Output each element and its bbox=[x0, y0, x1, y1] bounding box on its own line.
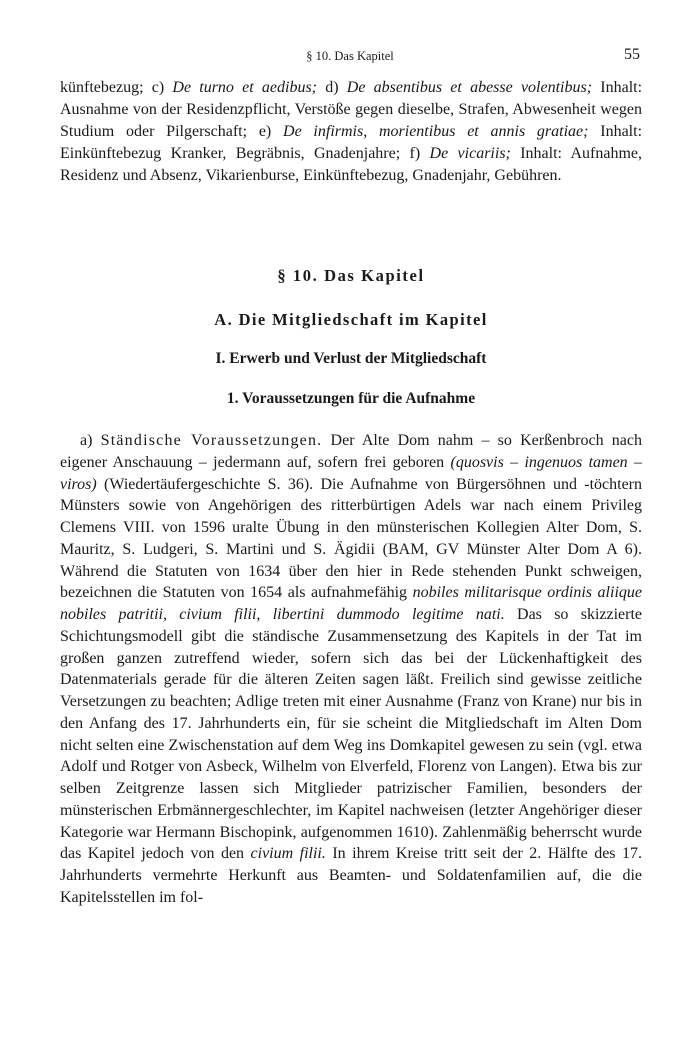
subsection-heading-1: 1. Voraussetzungen für die Aufnahme bbox=[226, 390, 476, 407]
section-heading: § 10. Das Kapitel bbox=[277, 266, 425, 285]
intro-seg-italic: De vicariis; bbox=[429, 144, 511, 162]
page-number: 55 bbox=[624, 46, 640, 63]
intro-seg-italic: De infirmis, morientibus et annis gratiae; bbox=[283, 122, 589, 140]
body-seg: (Wiedertäufergeschichte S. 36). Die Aufnahme von Bürgersöhnen und -töchtern Münsters sowie von Angehörigen des ritterbürtigen Adels war nach einem Privileg Clemens VIII. von 1596 uralte Übung in den münsterischen Kollegien Alter Dom, S. Mauritz, S. Ludgeri, S. Martini und S. Ägidii (BAM, GV Münster Alter Dom A 6). Während die Statuten von 1634 über den hier in Rede stehenden Punkt schweigen, bezeichnen die Statuten von 1654 als aufnahmefähig bbox=[60, 475, 642, 602]
intro-seg: Inhalt: Aufnahme, Residenz und Absenz, Vikarienburse, Einkünftebezug, Gnadenjahr, Gebühren. bbox=[60, 144, 642, 184]
running-head-title: § 10. Das Kapitel bbox=[306, 49, 394, 63]
body-paragraph bbox=[60, 430, 642, 909]
body-seg-italic: nobiles militarisque ordinis aliique nobiles patritii, civium filii, libertini dummodo legitime nati. bbox=[60, 584, 642, 623]
body-seg: Der Alte Dom nahm – so Kerßenbroch nach eigener Anschauung – jedermann auf, sofern frei geboren bbox=[60, 432, 643, 471]
intro-seg-italic: De turno et aedibus; bbox=[172, 79, 318, 96]
body-seg: a) bbox=[80, 432, 101, 449]
intro-seg: künftebezug; c) bbox=[60, 79, 173, 96]
intro-seg: Inhalt: Einkünftebezug Kranker, Begräbnis, Gnadenjahre; f) bbox=[60, 122, 643, 162]
body-seg-italic: (quosvis – ingenuos tamen – viros) bbox=[60, 453, 642, 493]
body-seg-italic: civium filii. bbox=[250, 845, 326, 863]
intro-paragraph bbox=[60, 77, 642, 187]
body-seg: In ihrem Kreise tritt seit der 2. Hälfte des 17. Jahrhunderts vermehrte Herkunft aus Beamten- und Soldatenfamilien auf, die die Kapitelsstellen im fol- bbox=[60, 845, 643, 906]
subsection-heading-i: I. Erwerb und Verlust der Mitgliedschaft bbox=[215, 350, 487, 367]
running-head bbox=[60, 46, 640, 68]
intro-seg-italic: De absentibus et abesse volentibus; bbox=[346, 79, 593, 96]
intro-seg: Inhalt: Ausnahme von der Residenzpflicht, Verstöße gegen dieselbe, Strafen, Abwesenheit wegen Studium oder Pilgerschaft; e) bbox=[60, 79, 643, 140]
subsection-heading-a: A. Die Mitgliedschaft im Kapitel bbox=[214, 310, 488, 329]
intro-seg: d) bbox=[317, 79, 347, 96]
body-seg-spaced-heading: Ständische Voraussetzungen. bbox=[100, 432, 323, 449]
body-seg: Das so skizzierte Schichtungsmodell gibt die ständische Zusammensetzung des Kapitels in der Tat im großen ganzen zutreffend wieder, sofern sich das bei der Lückenhaftigkeit des Datenmaterials gerade für die älteren Zeiten sagen läßt. Freilich sind gewisse zeitliche Versetzungen zu beachten; Adlige treten mit einer Ausnahme (Franz von Krane) nur bis in den Anfang des 17. Jahrhunderts ein, für sie scheint die Mitgliedschaft im Alten Dom nicht selten eine Zwischenstation auf dem Weg ins Domkapitel gewesen zu sein (vgl. etwa Adolf und Rotger von Asbeck, Wilhelm von Elverfeld, Florenz von Langen). Etwa bis zur selben Zeitgrenze lassen sich Mitglieder patrizischer Familien, besonders der münsterischen Erbmännergeschlechter, im Kapitel nachweisen (letzter Angehöriger dieser Kategorie war Hermann Bischopink, aufgenommen 1610). Zahlenmäßig beherrscht wurde das Kapitel jedoch von den bbox=[60, 606, 643, 863]
